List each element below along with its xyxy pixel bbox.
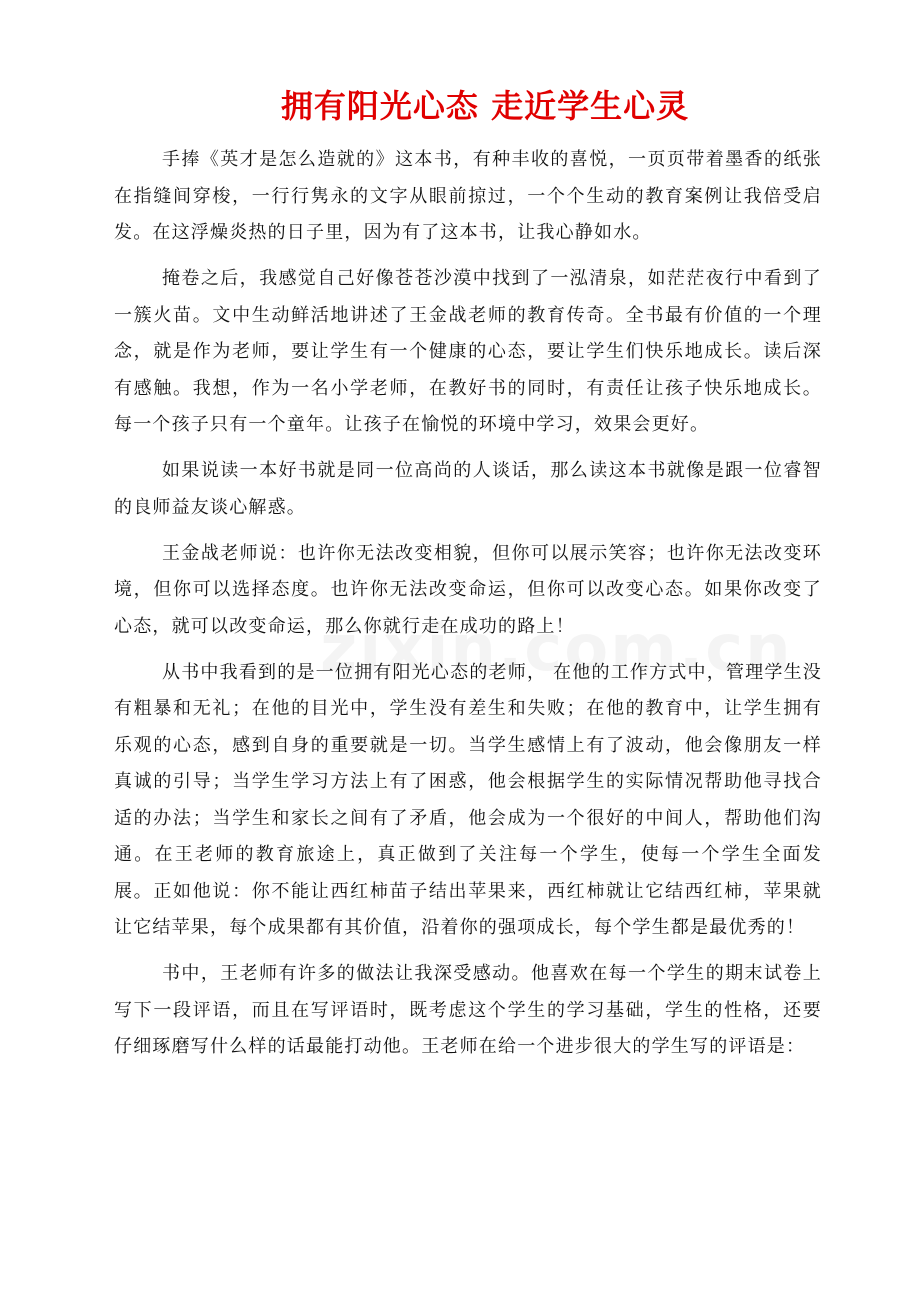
document-title: 拥有阳光心态 走近学生心灵 bbox=[280, 87, 690, 125]
document-body bbox=[114, 142, 822, 1075]
paragraph-4: 王金战老师说：也许你无法改变相貌，但你可以展示笑容；也许你无法改变环境，但你可以选择态度。也许你无法改变命运，但你可以改变心态。如果你改变了心态，就可以改变命运，那么你就行走在成功的路上！ bbox=[114, 542, 822, 637]
paragraph-1: 手捧《英才是怎么造就的》这本书，有种丰收的喜悦，一页页带着墨香的纸张在指缝间穿梭，一行行隽永的文字从眼前掠过，一个个生动的教育案例让我倍受启发。在这浮燥炎热的日子里，因为有了这本书，让我心静如水。 bbox=[114, 149, 822, 243]
paragraph-3: 如果说读一本好书就是同一位高尚的人谈话，那么读这本书就像是跟一位睿智的良师益友谈心解惑。 bbox=[114, 460, 822, 518]
watermark bbox=[320, 612, 793, 686]
paragraph-6: 书中，王老师有许多的做法让我深受感动。他喜欢在每一个学生的期末试卷上写下一段评语，而且在写评语时，既考虑这个学生的学习基础，学生的性格，还要仔细琢磨写什么样的话最能打动他。王老师在给一个进步很大的学生写的评语是： bbox=[114, 963, 822, 1057]
paragraph-2: 掩卷之后，我感觉自己好像苍苍沙漠中找到了一泓清泉，如茫茫夜行中看到了一簇火苗。文中生动鲜活地讲述了王金战老师的教育传奇。全书最有价值的一个理念，就是作为老师，要让学生有一个健康的心态，要让学生们快乐地成长。读后深有感触。我想，作为一名小学老师，在教好书的同时，有责任让孩子快乐地成长。每一个孩子只有一个童年。让孩子在愉悦的环境中学习，效果会更好。 bbox=[114, 268, 822, 435]
paragraph-5: 从书中我看到的是一位拥有阳光心态的老师， 在他的工作方式中，管理学生没有粗暴和无礼；在他的目光中，学生没有差生和失败；在他的教育中，让学生拥有乐观的心态，感到自身的重要就是一切。当学生感情上有了波动，他会像朋友一样真诚的引导；当学生学习方法上有了困惑，他会根据学生的实际情况帮助他寻找合适的办法；当学生和家长之间有了矛盾，他会成为一个很好的中间人，帮助他们沟通。在王老师的教育旅途上，真正做到了关注每一个学生，使每一个学生全面发展。正如他说：你不能让西红柿苗子结出苹果来，西红柿就让它结西红柿，苹果就让它结苹果，每个成果都有其价值，沿着你的强项成长，每个学生都是最优秀的！ bbox=[114, 661, 822, 938]
